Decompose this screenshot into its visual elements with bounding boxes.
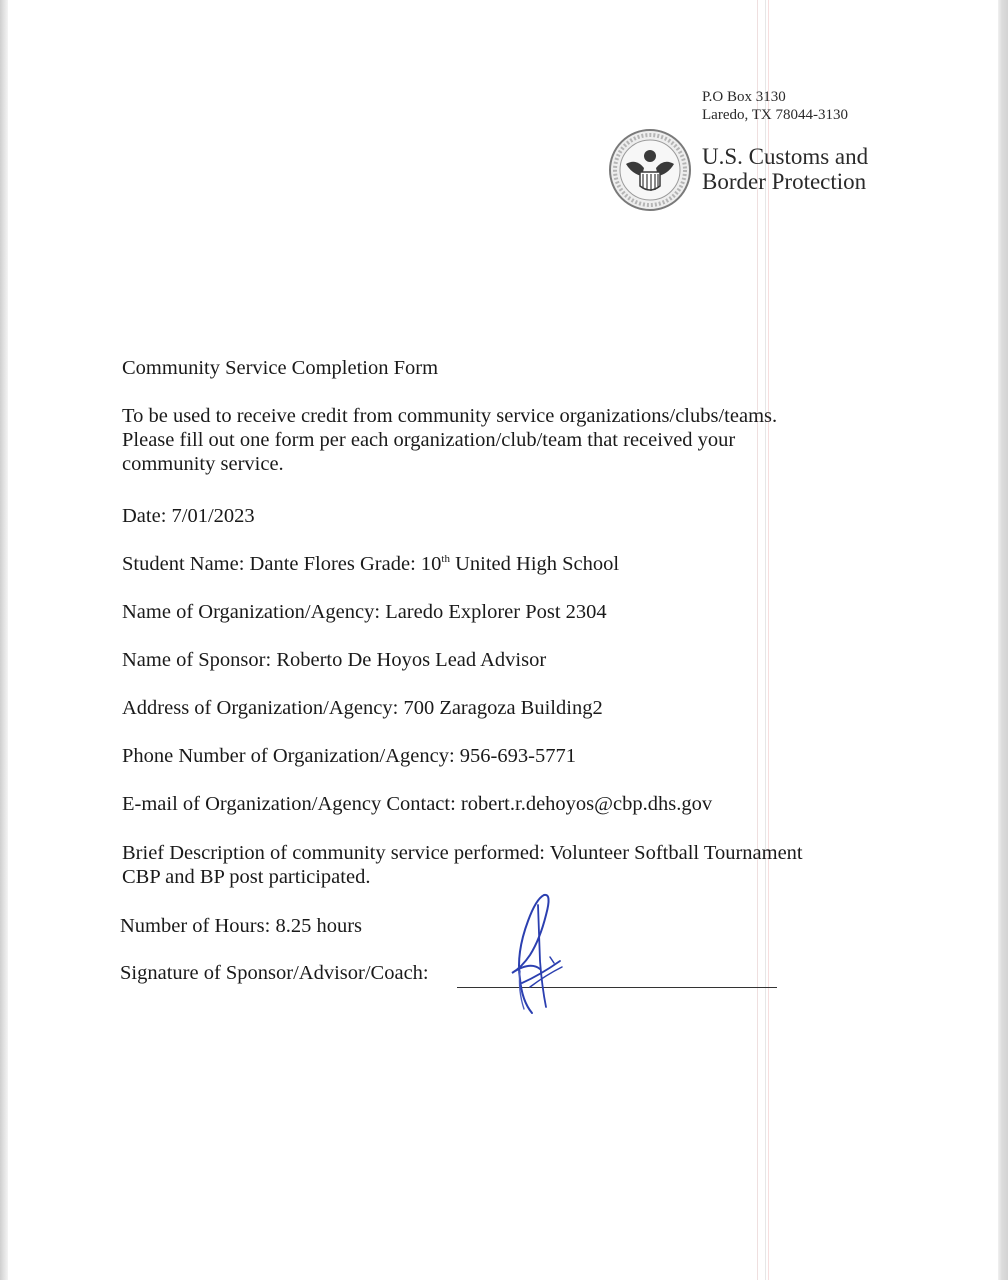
- form-title: Community Service Completion Form: [122, 357, 439, 379]
- agency-name-line-1: U.S. Customs and: [702, 144, 869, 169]
- address-value: 700 Zaragoza Building2: [403, 697, 603, 719]
- signature-field: [120, 961, 429, 985]
- grade-value: [421, 553, 450, 575]
- organization-field: [122, 600, 607, 624]
- phone-label: Phone Number of Organization/Agency:: [122, 745, 455, 767]
- hours-field: [120, 914, 362, 938]
- intro-line-3: community service.: [122, 453, 284, 475]
- address-line-1: P.O Box 3130: [702, 89, 786, 105]
- letterhead: [608, 88, 908, 218]
- sponsor-field: [122, 648, 546, 672]
- address-field: [122, 696, 603, 720]
- grade-suffix: th: [441, 553, 450, 565]
- address-label: Address of Organization/Agency:: [122, 697, 399, 719]
- organization-value: Laredo Explorer Post 2304: [385, 601, 607, 623]
- sponsor-value: Roberto De Hoyos Lead Advisor: [276, 649, 547, 671]
- sponsor-label: Name of Sponsor:: [122, 649, 272, 671]
- description-label: Brief Description of community service performed:: [122, 842, 545, 864]
- phone-field: [122, 744, 576, 768]
- intro-line-2: Please fill out one form per each organization/club/team that received your: [122, 429, 736, 451]
- page-edge-left: [0, 0, 8, 1280]
- handwritten-signature-icon: [500, 891, 590, 1021]
- school-name: United High School: [455, 553, 620, 575]
- description-field: [122, 841, 803, 889]
- form-intro: [122, 404, 777, 476]
- student-field: [122, 552, 619, 576]
- student-name-label: Student Name:: [122, 553, 245, 575]
- grade-number: 10: [420, 553, 442, 575]
- description-value-line-2: CBP and BP post participated.: [122, 866, 371, 888]
- student-name-value: Dante Flores: [249, 553, 355, 575]
- signature-label: Signature of Sponsor/Advisor/Coach:: [120, 962, 429, 984]
- agency-name-line-2: Border Protection: [702, 169, 867, 194]
- organization-label: Name of Organization/Agency:: [122, 601, 381, 623]
- hours-label: Number of Hours:: [120, 915, 271, 937]
- mailing-address: [702, 88, 848, 124]
- email-field: [122, 792, 712, 816]
- phone-value: 956-693-5771: [459, 745, 576, 767]
- agency-name: [702, 144, 868, 194]
- date-label: Date:: [122, 505, 167, 527]
- date-field: [122, 504, 255, 528]
- hours-value: 8.25 hours: [275, 915, 362, 937]
- email-label: E-mail of Organization/Agency Contact:: [122, 793, 456, 815]
- address-line-2: Laredo, TX 78044-3130: [702, 107, 848, 123]
- grade-label: Grade:: [360, 553, 416, 575]
- page-edge-right: [998, 0, 1008, 1280]
- intro-line-1: To be used to receive credit from community service organizations/clubs/teams.: [122, 405, 778, 427]
- date-value: 7/01/2023: [171, 505, 255, 527]
- description-value-line-1: Volunteer Softball Tournament: [549, 842, 803, 864]
- dhs-cbp-seal-icon: [608, 128, 692, 212]
- email-value: robert.r.dehoyos@cbp.dhs.gov: [460, 793, 713, 815]
